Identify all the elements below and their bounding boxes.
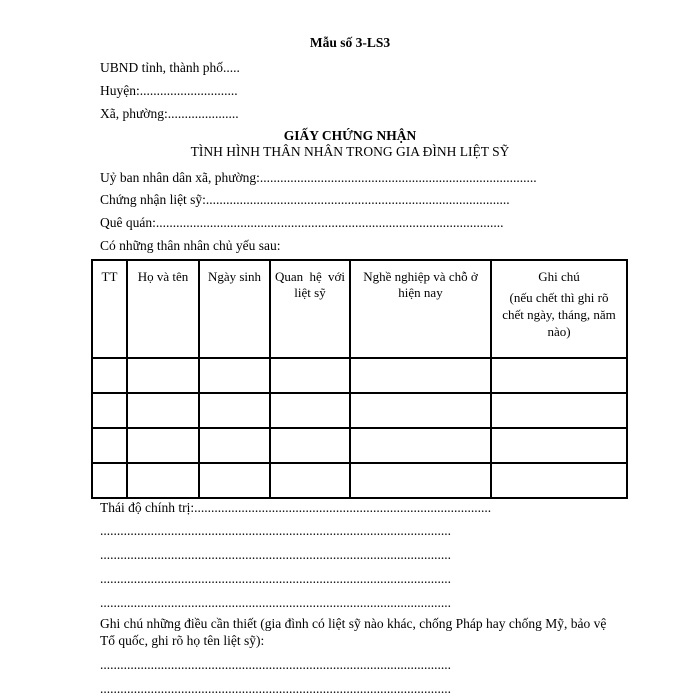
political-dot-line: ........................................................................................................ [100,571,451,586]
table-cell[interactable] [92,463,127,498]
table-row [92,393,627,428]
col-birth-header [199,260,270,358]
col-note-header [491,260,627,358]
col-note-label: Ghi chú [538,269,580,284]
notes-dot-line: ........................................................................................................ [100,681,451,696]
col-relation-header [270,260,350,358]
table-cell[interactable] [199,428,270,463]
table-cell[interactable] [491,463,627,498]
table-cell[interactable] [199,358,270,393]
document-title: GIẤY CHỨNG NHẬN [283,128,417,143]
hometown-field: Quê quán:....................................................................................................... [100,215,504,230]
martyr-field: Chứng nhận liệt sỹ:.......................................................................................... [100,192,510,207]
table-cell[interactable] [350,358,491,393]
col-note-detail: (nếu chết thì ghi rõ chết ngày, tháng, năm nào) [502,290,616,339]
document-subtitle: TÌNH HÌNH THÂN NHÂN TRONG GIA ĐÌNH LIỆT SỸ [190,144,510,159]
table-cell[interactable] [92,358,127,393]
col-birth-label: Ngày sinh [207,269,262,284]
table-cell[interactable] [491,358,627,393]
political-dot-line: ........................................................................................................ [100,523,451,538]
committee-field: Uỷ ban nhân dân xã, phường:.................................................................................. [100,170,537,185]
table-cell[interactable] [92,393,127,428]
table-cell[interactable] [350,428,491,463]
table-cell[interactable] [270,358,350,393]
table-cell[interactable] [270,463,350,498]
table-cell[interactable] [127,463,199,498]
notes-text-line-2: Tổ quốc, ghi rõ họ tên liệt sỹ): [100,633,265,648]
table-cell[interactable] [350,463,491,498]
table-cell[interactable] [127,428,199,463]
col-relation-label: Quan hệ với liệt sỹ [275,269,345,300]
political-dot-line: ........................................................................................................ [100,595,451,610]
col-name-label: Họ và tên [137,269,189,284]
table-cell[interactable] [350,393,491,428]
notes-text-line-1: Ghi chú những điều cần thiết (gia đình có liệt sỹ nào khác, chống Pháp hay chống Mỹ, bảo vệ [100,616,607,631]
province-line: UBND tỉnh, thành phố..... [100,60,240,75]
table-cell[interactable] [199,463,270,498]
relatives-intro: Có những thân nhân chủ yếu sau: [100,238,281,253]
relatives-table [91,259,628,499]
table-cell[interactable] [127,358,199,393]
district-line: Huyện:............................. [100,83,238,98]
table-row [92,428,627,463]
col-name-header [127,260,199,358]
table-cell[interactable] [491,428,627,463]
commune-line: Xã, phường:..................... [100,106,239,121]
table-cell[interactable] [270,393,350,428]
notes-dot-line: ........................................................................................................ [100,657,451,672]
table-cell[interactable] [127,393,199,428]
table-header-row [92,260,627,358]
col-tt-label: TT [101,269,118,284]
col-tt-header [92,260,127,358]
table-cell[interactable] [199,393,270,428]
table-cell[interactable] [92,428,127,463]
table-cell[interactable] [491,393,627,428]
col-job-header [350,260,491,358]
political-attitude-field: Thái độ chính trị:........................................................................................ [100,500,492,515]
table-row [92,358,627,393]
col-job-label: Nghề nghiệp và chỗ ở hiện nay [363,269,478,300]
table-row [92,463,627,498]
form-code: Mẫu số 3-LS3 [309,35,391,50]
political-dot-line: ........................................................................................................ [100,547,451,562]
table-cell[interactable] [270,428,350,463]
